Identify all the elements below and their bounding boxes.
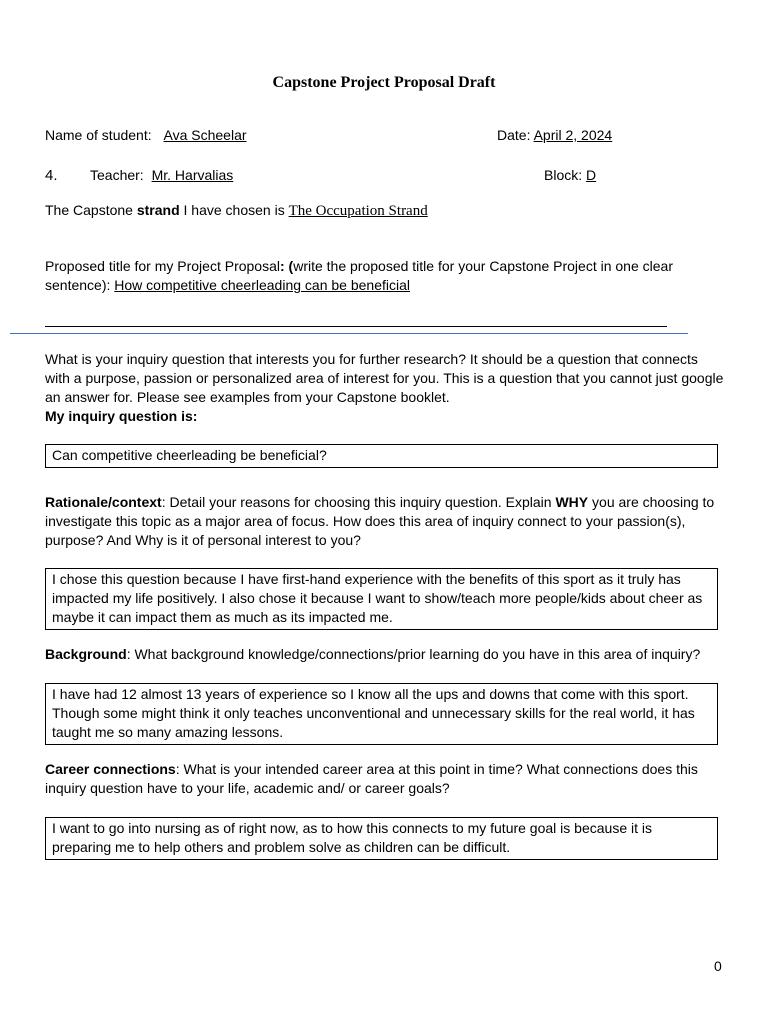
- background-answer-box[interactable]: [45, 683, 718, 745]
- career-label: Career connections: [45, 761, 176, 777]
- inquiry-prompt-text: What is your inquiry question that interests you for further research? It should be a question that connects with a purpose, passion or personalized area of interest for you. This is a question that you cannot just google an answer for. Please see examples from your Capstone booklet.: [45, 351, 724, 405]
- career-text: : What is your intended career area at this point in time? What connections does this inquiry question have to your life, academic and/ or career goals?: [45, 761, 698, 796]
- teacher-value: Mr. Harvalias: [151, 167, 234, 183]
- rationale-prompt: [45, 493, 725, 550]
- background-answer: I have had 12 almost 13 years of experience so I know all the ups and downs that come with this sport. Though some might think it only teaches unconventional and unnecessary skills for the real world, it has taught me so many amazing lessons.: [52, 686, 695, 740]
- rationale-answer: I chose this question because I have first-hand experience with the benefits of this sport as it truly has impacted my life positively. I also chose it because I want to show/teach more people/kids about cheer as maybe it can impact them as much as its impacted me.: [52, 571, 703, 625]
- rationale-why: WHY: [555, 494, 589, 510]
- rationale-answer-box[interactable]: [45, 568, 718, 630]
- block-label: Block:: [544, 167, 583, 183]
- block-value: D: [586, 167, 597, 183]
- inquiry-answer: Can competitive cheerleading be beneficial?: [52, 447, 327, 463]
- blank-underline: [45, 326, 667, 327]
- inquiry-label: My inquiry question is:: [45, 408, 198, 424]
- document-title: Capstone Project Proposal Draft: [272, 74, 496, 91]
- career-prompt: [45, 760, 725, 798]
- rationale-text-b: you are choosing to investigate this topic as a major area of focus. How does this area of inquiry connect to your passion(s), purpose? And Why is it of personal interest to you?: [45, 494, 715, 548]
- proposed-title-lead: Proposed title for my Project Proposal: [45, 258, 280, 274]
- inquiry-answer-box[interactable]: [45, 444, 718, 468]
- strand-line: [45, 202, 428, 220]
- date-line: [497, 127, 612, 143]
- inquiry-prompt: [45, 350, 725, 426]
- separator-line: [10, 333, 688, 334]
- career-answer-box[interactable]: [45, 817, 718, 860]
- proposed-title-paragraph: [45, 257, 725, 295]
- strand-value: The Occupation Strand: [288, 203, 428, 219]
- date-label: Date:: [497, 127, 531, 143]
- list-number: 4.: [45, 167, 58, 184]
- background-text: : What background knowledge/connections/prior learning do you have in this area of inquiry?: [126, 646, 701, 662]
- student-name-value: Ava Scheelar: [163, 127, 247, 143]
- teacher-label: Teacher:: [90, 167, 144, 183]
- teacher-field: [90, 167, 233, 183]
- student-name-label: Name of student:: [45, 127, 152, 143]
- proposed-title-value: How competitive cheerleading can be beneficial: [114, 277, 410, 293]
- rationale-text-a: : Detail your reasons for choosing this inquiry question. Explain: [161, 494, 556, 510]
- strand-prefix: The Capstone: [45, 202, 137, 218]
- block-line: [544, 167, 596, 183]
- student-name-line: [45, 127, 247, 143]
- proposed-title-colon: : (: [280, 258, 294, 274]
- background-prompt: [45, 645, 725, 664]
- page-number: 0: [714, 958, 722, 974]
- proposed-title-instruction: write the proposed title for your Capstone Project in one clear sentence):: [45, 258, 673, 293]
- strand-bold: strand: [136, 202, 180, 218]
- date-value: April 2, 2024: [533, 127, 613, 143]
- strand-middle: I have chosen is: [179, 202, 289, 218]
- rationale-label: Rationale/context: [45, 494, 162, 510]
- background-label: Background: [45, 646, 127, 662]
- career-answer: I want to go into nursing as of right now, as to how this connects to my future goal is because it is preparing me to help others and problem solve as children can be difficult.: [52, 820, 652, 855]
- teacher-line: [45, 167, 234, 184]
